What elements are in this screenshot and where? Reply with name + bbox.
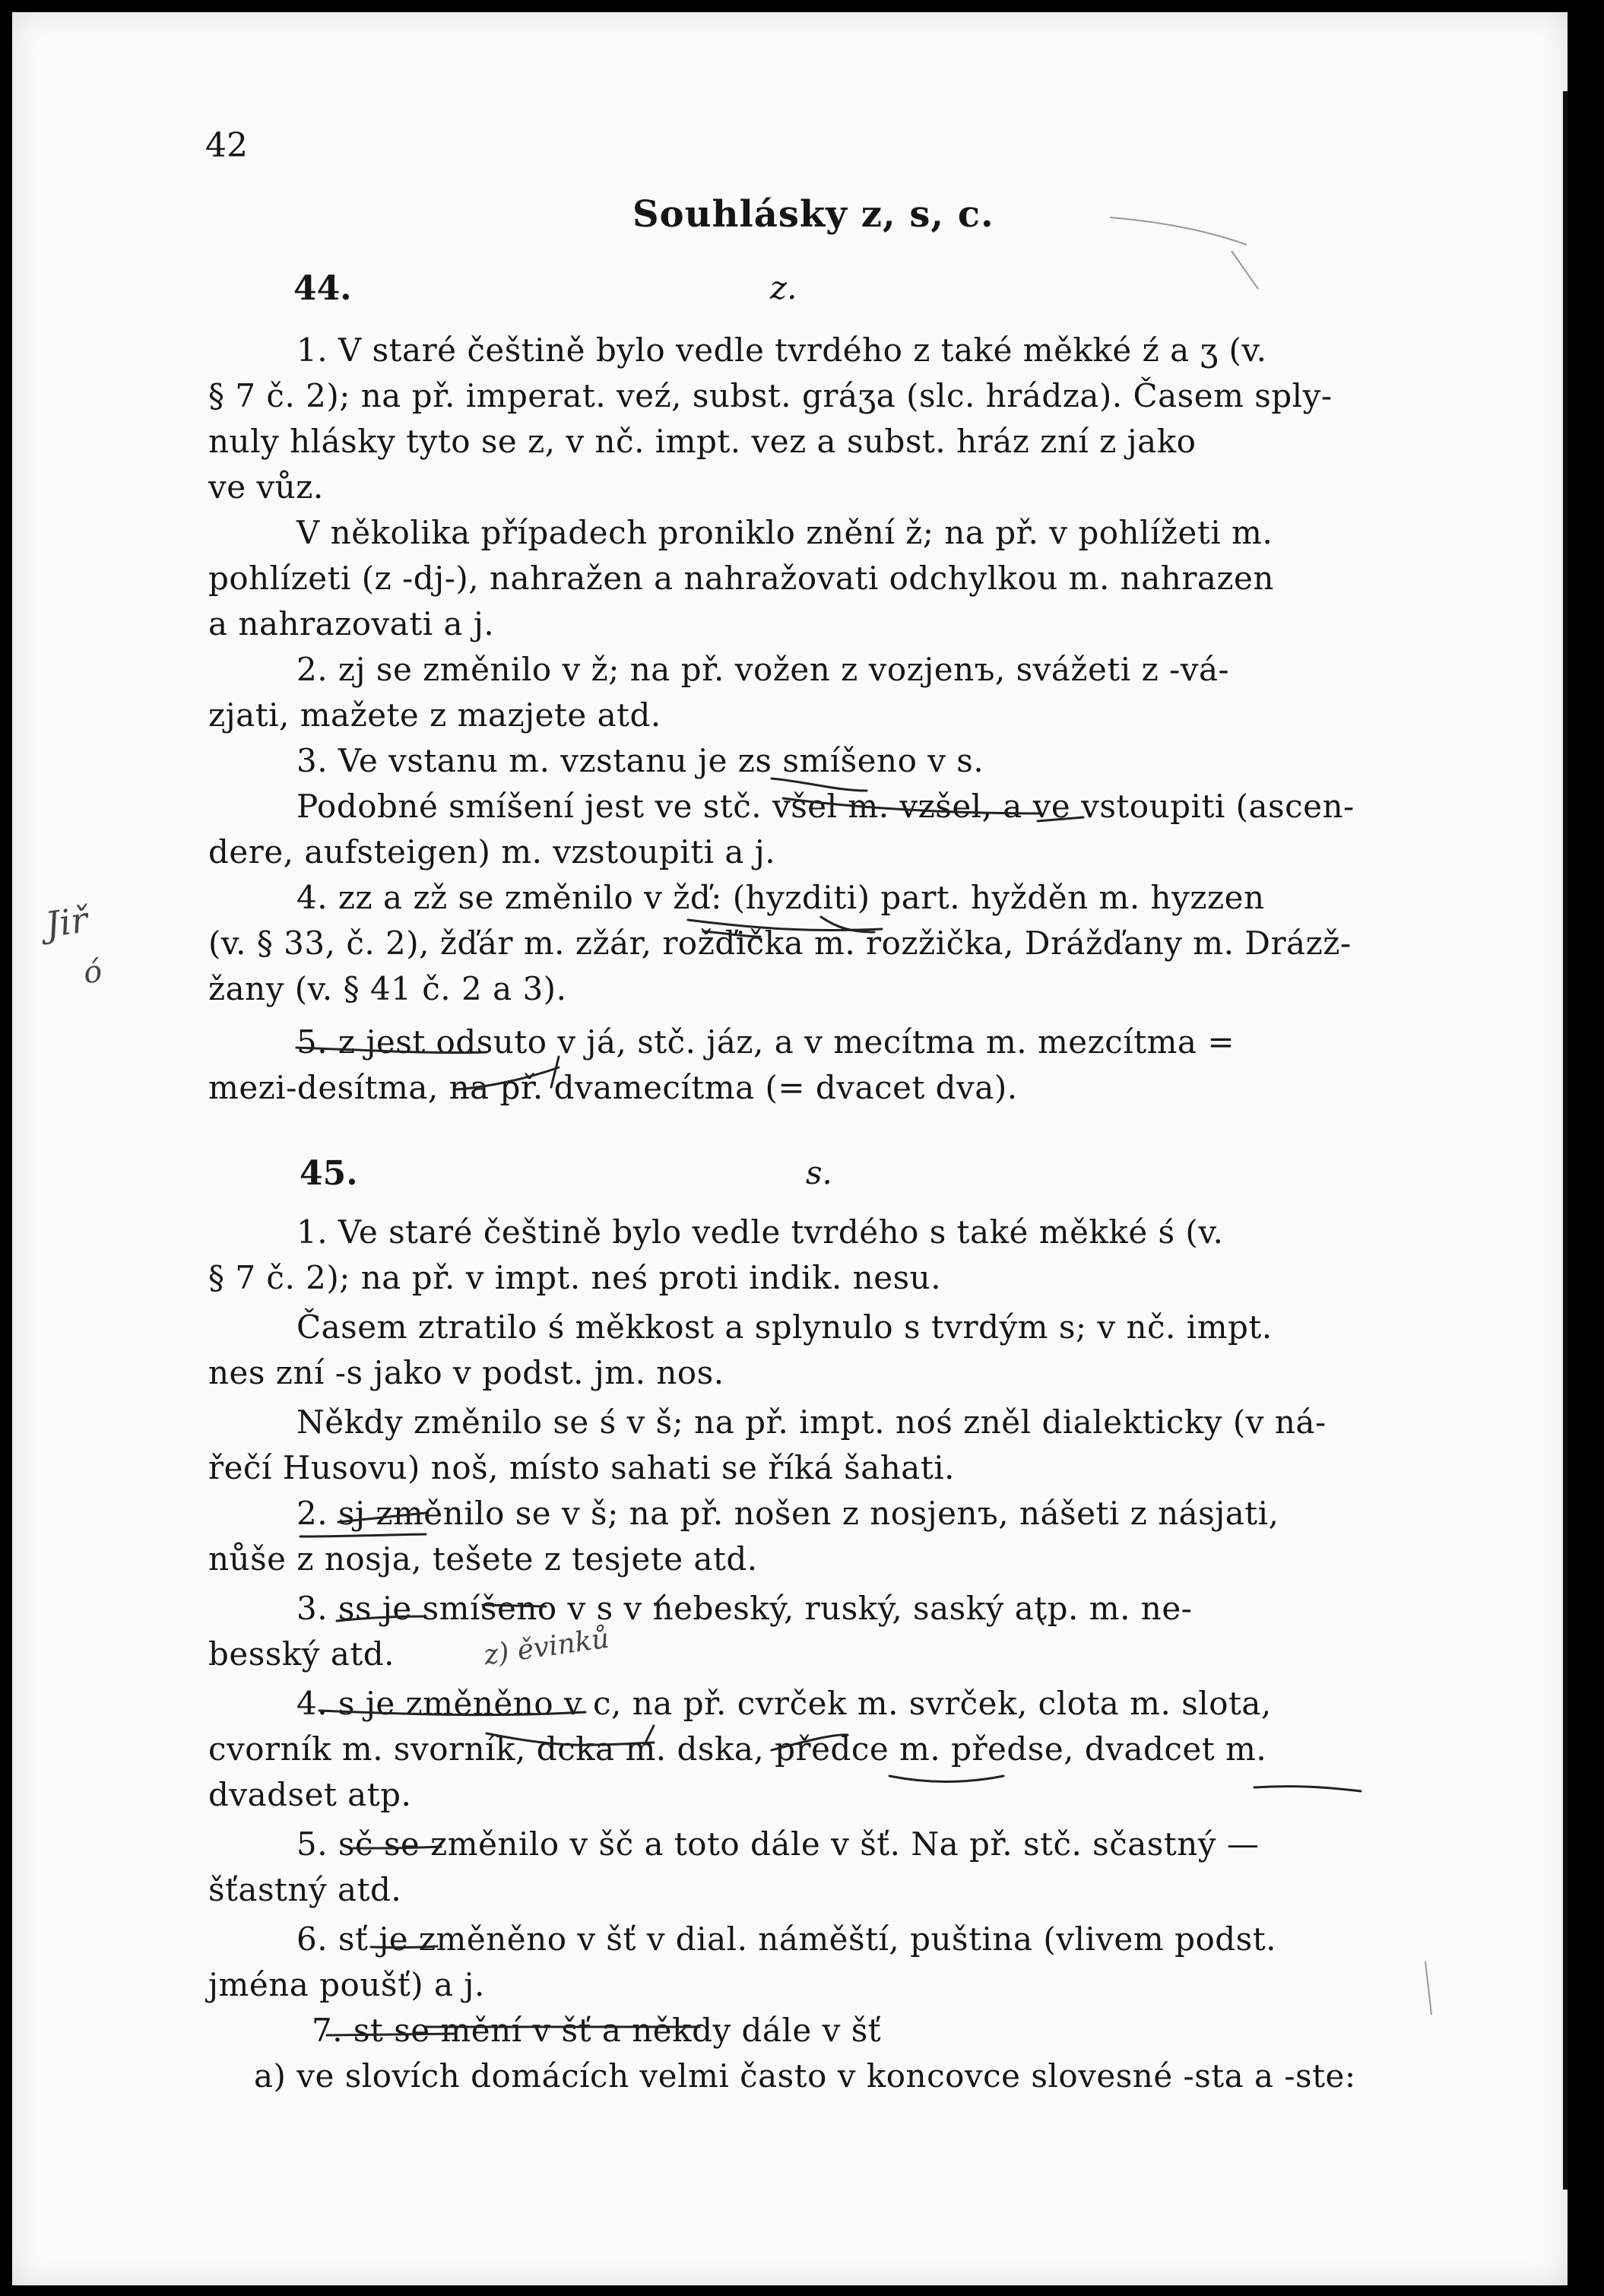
paragraph-line: 5. z jest odsuto v já, stč. jáz, a v mecítma m. mezcítma = bbox=[296, 1023, 1235, 1061]
paragraph-line: dere, aufsteigen) m. vzstoupiti a j. bbox=[208, 833, 776, 871]
paragraph-line: jména poušť) a j. bbox=[208, 1966, 485, 2003]
paragraph-line: cvorník m. svorník, dcka m. dska, předce m. předse, dvadcet m. bbox=[208, 1730, 1267, 1768]
paragraph-line: řečí Husovu) noš, místo sahati se říká šahati. bbox=[208, 1449, 955, 1486]
paragraph-line: 1. V staré češtině bylo vedle tvrdého z také měkké ź a ʒ (v. bbox=[296, 331, 1267, 369]
paragraph-line: nes zní -s jako v podst. jm. nos. bbox=[208, 1354, 724, 1391]
paragraph-line: 3. Ve vstanu m. vzstanu je zs smíšeno v s. bbox=[296, 742, 984, 779]
scan-dark-border bbox=[1568, 0, 1604, 2296]
paragraph-line: zjati, mažete z mazjete atd. bbox=[208, 696, 661, 734]
paragraph-line: mezi-desítma, na př. dvamecítma (= dvacet dva). bbox=[208, 1069, 1018, 1106]
paragraph-line: Někdy změnilo se ś v š; na př. impt. noś zněl dialekticky (v ná- bbox=[296, 1403, 1327, 1441]
paragraph-line: 1. Ve staré češtině bylo vedle tvrdého s také měkké ś (v. bbox=[296, 1213, 1224, 1251]
paragraph-line: 2. sj změnilo se v š; na př. nošen z nosjenъ, nášeti z násjati, bbox=[296, 1495, 1279, 1532]
paragraph-line: nůše z nosja, tešete z tesjete atd. bbox=[208, 1540, 758, 1578]
paragraph-line: 5. sč se změnilo v šč a toto dále v šť. Na př. stč. sčastný — bbox=[296, 1825, 1260, 1863]
page-number: 42 bbox=[205, 126, 248, 165]
paragraph-line: ve vůz. bbox=[208, 468, 324, 506]
paragraph-line: 4. s je změněno v c, na př. cvrček m. svrček, clota m. slota, bbox=[296, 1685, 1272, 1722]
paragraph-line: Časem ztratilo ś měkkost a splynulo s tvrdým s; v nč. impt. bbox=[296, 1308, 1273, 1346]
section-44-letter: z. bbox=[770, 269, 797, 306]
paragraph-line: 3. ss je smíšeno v s v nebeský, ruský, saský atp. m. ne- bbox=[296, 1590, 1193, 1627]
paragraph-line: 2. zj se změnilo v ž; na př. vožen z vozjenъ, svážeti z -vá- bbox=[296, 651, 1230, 688]
paragraph-line: dvadset atp. bbox=[208, 1776, 412, 1813]
paragraph-line: Podobné smíšení jest ve stč. všel m. vzšel, a ve vstoupiti (ascen- bbox=[296, 788, 1355, 825]
handwritten-margin-note: Jiř bbox=[43, 899, 90, 946]
page-title: Souhlásky z, s, c. bbox=[632, 193, 994, 236]
handwritten-inline-note: z) ěvinků bbox=[481, 1622, 611, 1672]
paragraph-line: 4. zz a zž se změnilo v žď: (hyzditi) part. hyžděn m. hyzzen bbox=[296, 879, 1265, 916]
paragraph-line: šťastný atd. bbox=[208, 1871, 402, 1908]
paragraph-line: nuly hlásky tyto se z, v nč. impt. vez a subst. hráz zní z jako bbox=[208, 423, 1197, 460]
paragraph-line: 7. st se mění v šť a někdy dále v šť bbox=[312, 2012, 882, 2049]
paragraph-line: 6. sť je změněno v šť v dial. náměští, puština (vlivem podst. bbox=[296, 1920, 1276, 1958]
section-45-number: 45. bbox=[300, 1154, 358, 1193]
paragraph-line: a nahrazovati a j. bbox=[208, 605, 495, 642]
paragraph-line: žany (v. § 41 č. 2 a 3). bbox=[208, 970, 567, 1007]
paragraph-line: besský atd. bbox=[208, 1635, 395, 1673]
paragraph-line: § 7 č. 2); na př. imperat. veź, subst. gráʒa (slc. hrádza). Časem sply- bbox=[208, 377, 1333, 414]
handwritten-margin-mark: ó bbox=[81, 953, 105, 991]
paragraph-line: pohlízeti (z -dj-), nahražen a nahražovati odchylkou m. nahrazen bbox=[208, 560, 1274, 597]
paragraph-line: V několika případech proniklo znění ž; na př. v pohlížeti m. bbox=[296, 514, 1273, 551]
paragraph-line: a) ve slovích domácích velmi často v koncovce slovesné -sta a -ste: bbox=[254, 2057, 1356, 2095]
section-44-number: 44. bbox=[293, 269, 352, 308]
paragraph-line: § 7 č. 2); na př. v impt. neś proti indik. nesu. bbox=[208, 1259, 942, 1296]
paragraph-line: (v. § 33, č. 2), žďár m. zžár, rožďička m. rozžička, Drážďany m. Drázž- bbox=[208, 924, 1352, 962]
section-45-letter: s. bbox=[806, 1154, 832, 1191]
